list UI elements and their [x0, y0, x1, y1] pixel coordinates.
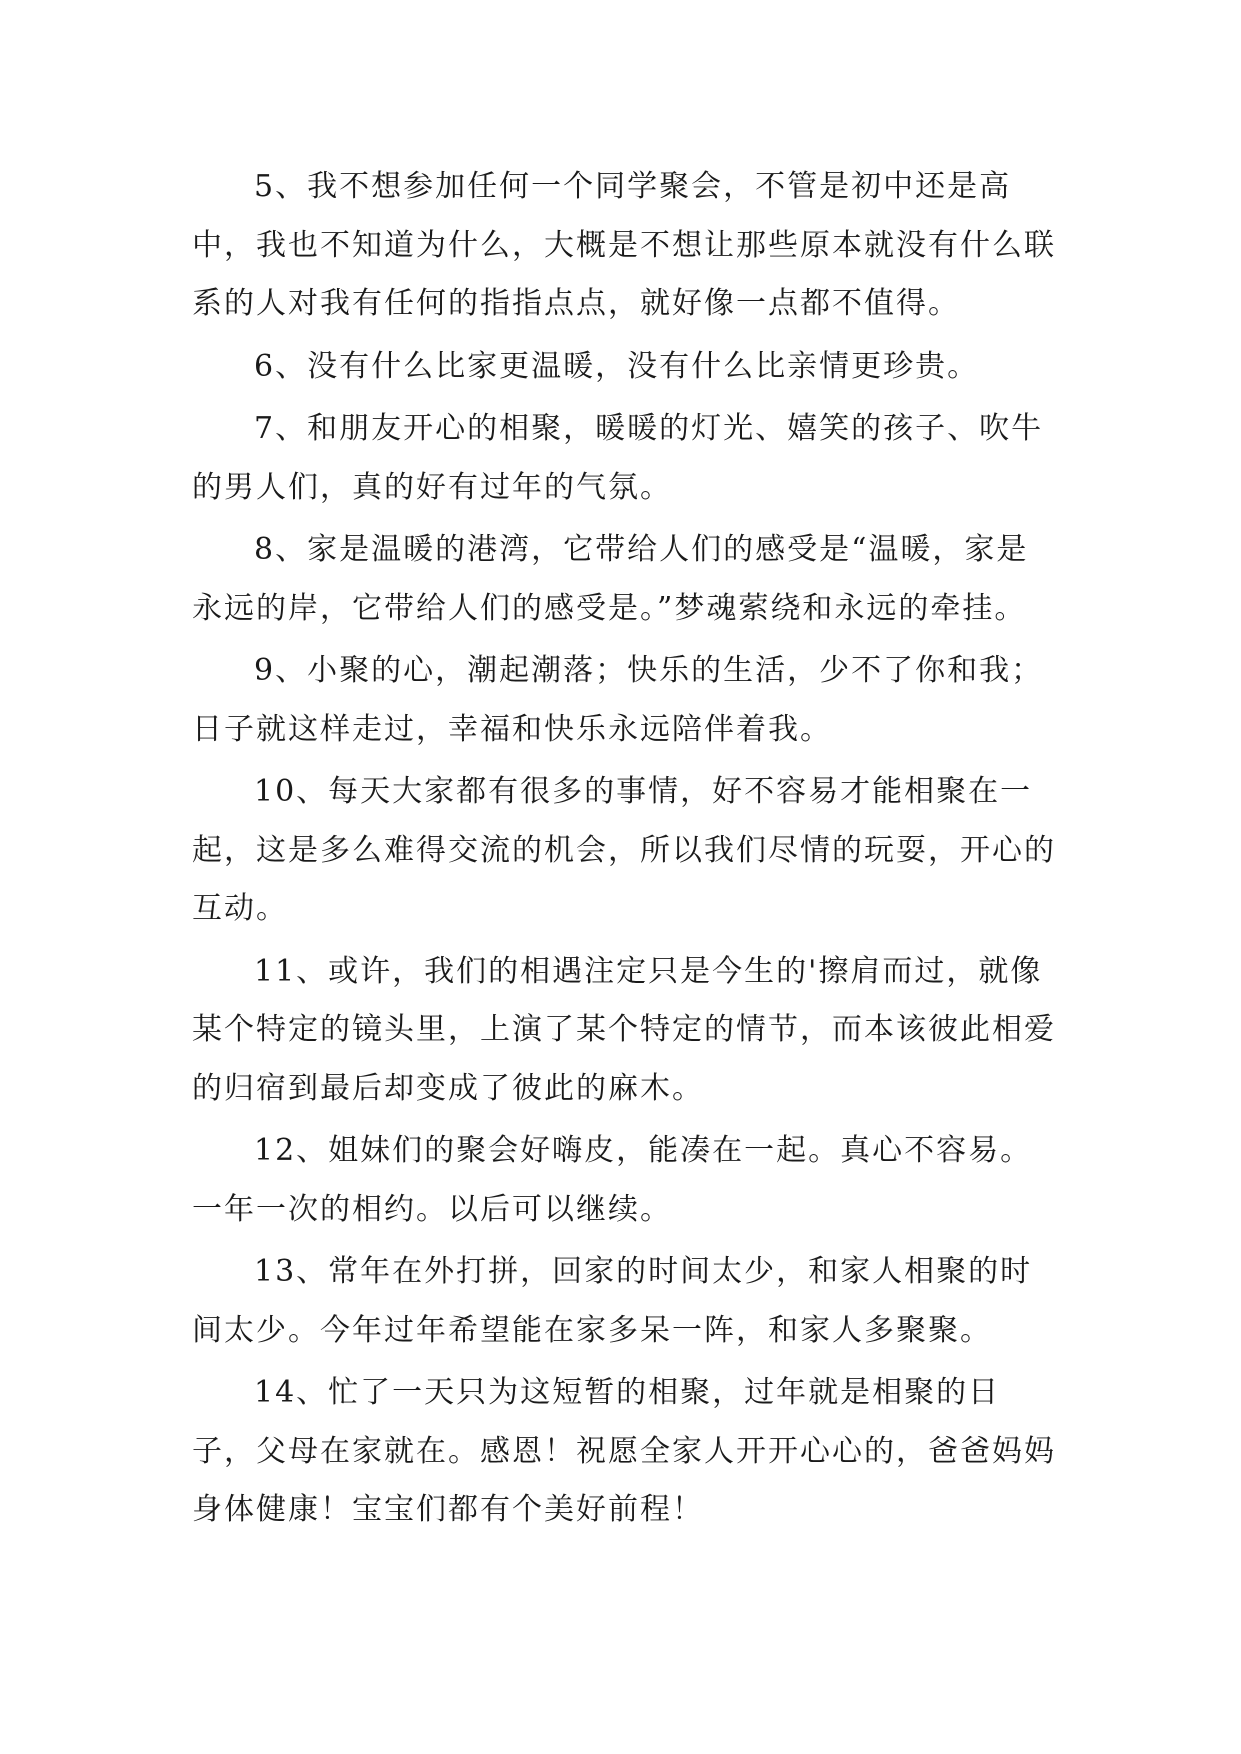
paragraph-5: 5、我不想参加任何一个同学聚会，不管是初中还是高中，我也不知道为什么，大概是不想让那些原本就没有什么联系的人对我有任何的指指点点，就好像一点都不值得。	[192, 169, 1056, 321]
paragraph-10: 10、每天大家都有很多的事情，好不容易才能相聚在一起，这是多么难得交流的机会，所以我们尽情的玩耍，开心的互动。	[192, 774, 1056, 926]
paragraph-12: 12、姐妹们的聚会好嗨皮，能凑在一起。真心不容易。一年一次的相约。以后可以继续。	[192, 1133, 1033, 1227]
document-page	[192, 158, 1058, 1544]
paragraph-13: 13、常年在外打拼，回家的时间太少，和家人相聚的时间太少。今年过年希望能在家多呆一阵，和家人多聚聚。	[192, 1254, 1033, 1348]
paragraph-6: 6、没有什么比家更温暖，没有什么比亲情更珍贵。	[254, 348, 980, 384]
paragraph-9: 9、小聚的心，潮起潮落；快乐的生活，少不了你和我；日子就这样走过，幸福和快乐永远陪伴着我。	[192, 653, 1044, 747]
paragraph-14: 14、忙了一天只为这短暂的相聚，过年就是相聚的日子，父母在家就在。感恩！祝愿全家人开开心心的，爸爸妈妈身体健康！宝宝们都有个美好前程！	[192, 1375, 1056, 1527]
paragraph-8: 8、家是温暖的港湾，它带给人们的感受是“温暖，家是永远的岸，它带给人们的感受是。”梦魂萦绕和永远的牵挂。	[192, 532, 1029, 626]
paragraph-7: 7、和朋友开心的相聚，暖暖的灯光、嬉笑的孩子、吹牛的男人们，真的好有过年的气氛。	[192, 411, 1044, 505]
paragraph-11: 11、或许，我们的相遇注定只是今生的'擦肩而过，就像某个特定的镜头里，上演了某个特定的情节，而本该彼此相爱的归宿到最后却变成了彼此的麻木。	[192, 953, 1056, 1106]
